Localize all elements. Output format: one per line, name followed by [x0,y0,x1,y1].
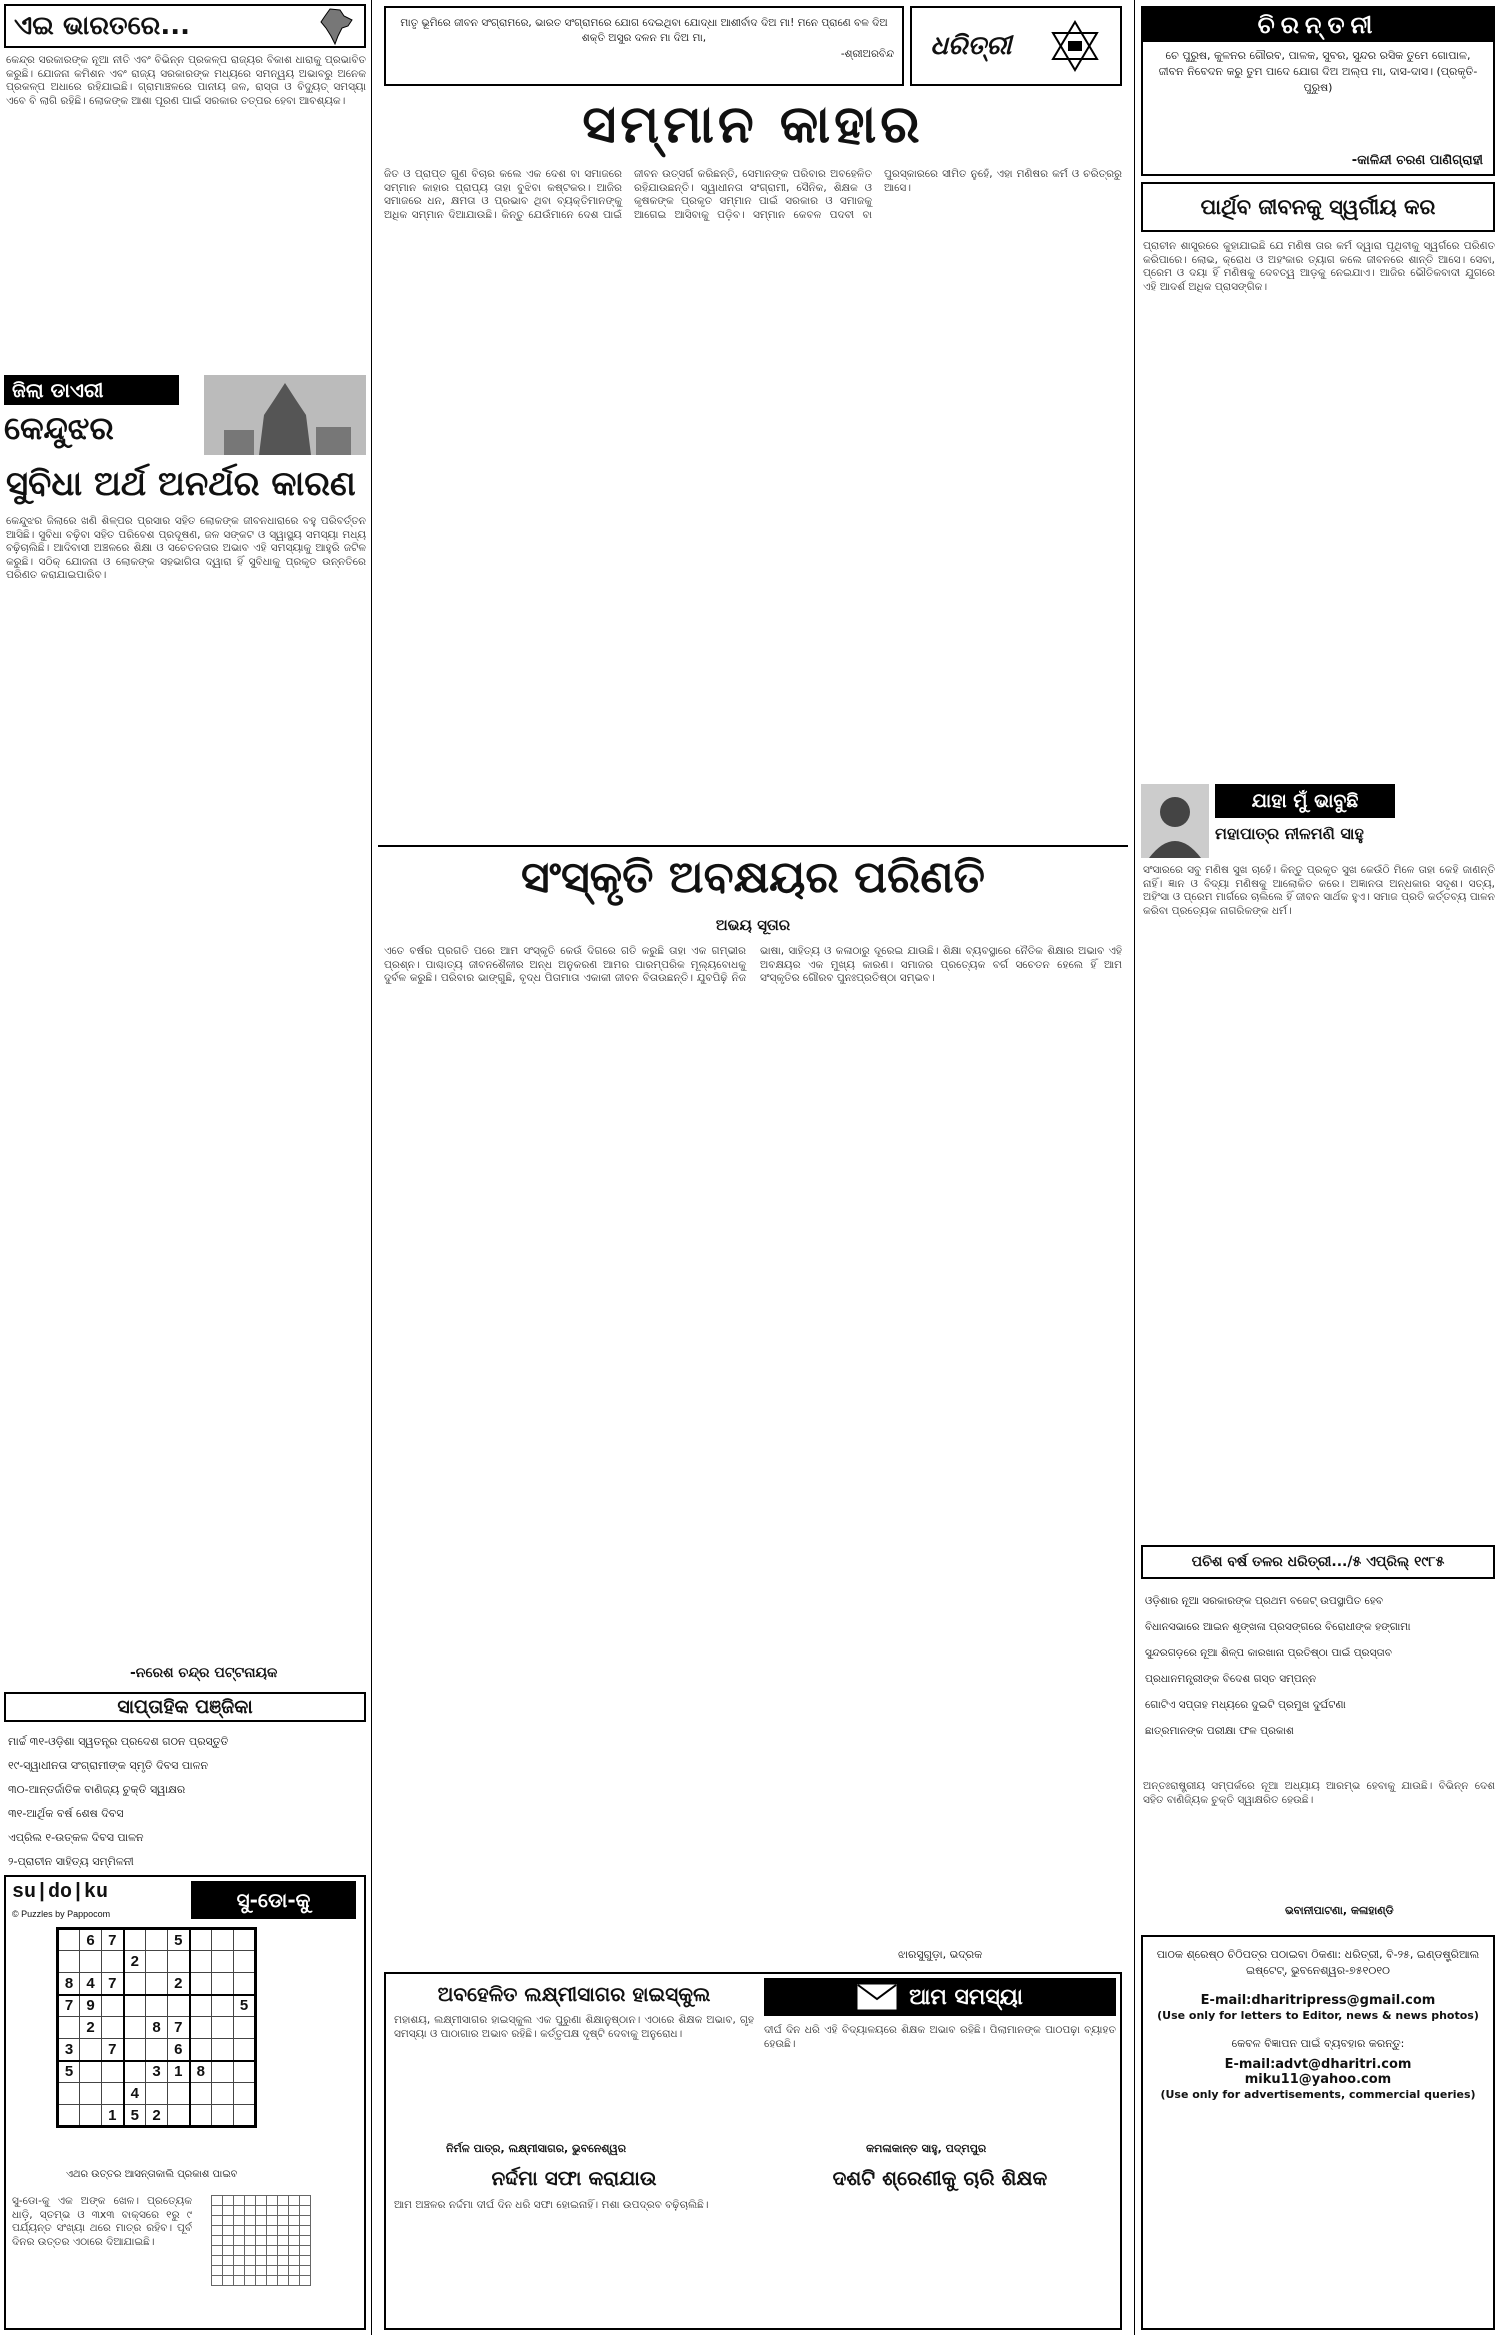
answer-row [212,2246,311,2256]
sudoku-cell: 6 [80,1929,102,1951]
answer-cell [289,2256,300,2266]
answer-cell [300,2256,311,2266]
sudoku-credit: © Puzzles by Pappocom [12,1909,111,1919]
answer-cell [223,2266,234,2276]
answer-cell [289,2206,300,2216]
letters-section [384,1972,1122,2330]
answer-cell [267,2276,278,2286]
answer-cell [256,2246,267,2256]
answer-cell [300,2226,311,2236]
sudoku-row [58,1973,256,1995]
answer-cell [267,2226,278,2236]
sudoku-cell: 4 [80,1973,102,1995]
sudoku-cell: 2 [124,1951,146,1973]
sudoku-cell [234,2039,256,2061]
sudoku-cell [102,2083,124,2105]
sudoku-cell [212,1929,234,1951]
answer-cell [267,2266,278,2276]
right-extra-signature: ଭବାନୀପାଟଣା, କଳାହାଣ୍ଡି [1285,1904,1394,1917]
answer-cell [300,2196,311,2206]
sudoku-cell [80,2039,102,2061]
sudoku-cell [190,2039,212,2061]
sudoku-row [58,2105,256,2127]
sudoku-cell [58,1929,80,1951]
sudoku-cell [146,1973,168,1995]
temple-photo [204,375,366,455]
article-title: ସୁବିଧା ଅର୍ଥ ଅନର୍ଥର କାରଣ [6,464,356,504]
answer-cell [245,2216,256,2226]
contact-note-editor: (Use only for letters to Editor, news & news photos) [1157,2009,1479,2022]
answer-cell [234,2206,245,2216]
column-body: ସଂସାରରେ ସବୁ ମଣିଷ ସୁଖ ଚାହେଁ। କିନ୍ତୁ ପ୍ରକୃତ ସୁଖ କେଉଁଠି ମିଳେ ତାହା କେହି ଜାଣନ୍ତି ନାହିଁ। ଜ୍ଞାନ ଓ ବିଦ୍ୟା ମଣିଷକୁ ଆଲୋକିତ କରେ। ଅଜ୍ଞାନତା ଅନ୍ଧକାର ସଦୃଶ। ସତ୍ୟ, ଅହିଂସା ଓ ପ୍ରେମ ମାର୍ଗରେ ଚାଲିଲେ ହିଁ ଜୀବନ ସାର୍ଥକ ହୁଏ। ସମାଜ ପ୍ରତି କର୍ତ୍ତବ୍ୟ ପାଳନ କରିବା ପ୍ରତ୍ୟେକ ନାଗରିକଙ୍କ ଧର୍ମ। [1143,864,1495,917]
answer-cell [223,2196,234,2206]
answer-cell [278,2276,289,2286]
column-author: ମହାପାତ୍ର ନୀଳମଣି ସାହୁ [1215,824,1364,843]
answer-cell [300,2266,311,2276]
answer-cell [223,2256,234,2266]
column-header [1141,784,1495,858]
sudoku-cell [146,1995,168,2017]
sudoku-cell [234,1951,256,1973]
culture-body: ଏତେ ବର୍ଷର ପ୍ରଗତି ପରେ ଆମ ସଂସ୍କୃତି କେଉଁ ଦିଗରେ ଗତି କରୁଛି ତାହା ଏକ ଗମ୍ଭୀର ପ୍ରଶ୍ନ। ପାଶ୍ଚାତ୍ୟ ଜୀବନଶୈଳୀର ଅନ୍ଧ ଅନୁକରଣ ଆମର ପାରମ୍ପରିକ ମୂଲ୍ୟବୋଧକୁ ଦୁର୍ବଳ କରୁଛି। ପରିବାର ଭାଙ୍ଗୁଛି, ବୃଦ୍ଧ ପିତାମାତା ଏକାକୀ ଜୀବନ ବିତାଉଛନ୍ତି। ଯୁବପିଢ଼ି ନିଜ ଭାଷା, ସାହିତ୍ୟ ଓ କଳାଠାରୁ ଦୂରେଇ ଯାଉଛି। ଶିକ୍ଷା ବ୍ୟବସ୍ଥାରେ ନୈତିକ ଶିକ୍ଷାର ଅଭାବ ଏହି ଅବକ୍ଷୟର ଏକ ମୁଖ୍ୟ କାରଣ। ସମାଜର ପ୍ରତ୍ୟେକ ବର୍ଗ ସଚେତନ ହେଲେ ହିଁ ଆମ ସଂସ୍କୃତିର ଗୌରବ ପୁନଃପ୍ରତିଷ୍ଠା ସମ୍ଭବ। [384,945,1122,984]
quote-box [384,6,904,86]
contact-intro: ପାଠକ ଶ୍ରେଷ୍ଠ ଚିଠିପତ୍ର ପଠାଇବା ଠିକଣା: ଧରିତ୍ରୀ, ବି-୨୫, ଇଣ୍ଡଷ୍ଟ୍ରିଆଲ ଇଷ୍ଟେଟ୍, ଭୁବନେଶ୍ୱର-୭୫୧୦୧୦ [1156,1948,1480,1977]
almanac-item: ୨-ପ୍ରାଚୀନ ସାହିତ୍ୟ ସମ୍ମିଳନୀ [8,1855,134,1868]
answer-cell [212,2216,223,2226]
answer-cell [267,2216,278,2226]
answer-cell [212,2266,223,2276]
answer-cell [256,2216,267,2226]
india-map-icon [316,6,356,46]
answer-cell [245,2206,256,2216]
culture-author: ଅଭୟ ସୂତାର [715,916,791,934]
answer-cell [212,2206,223,2216]
sudoku-cell [190,2017,212,2039]
sudoku-row [58,2083,256,2105]
author-photo [1141,784,1209,858]
answer-cell [289,2246,300,2256]
divider [378,845,1128,847]
history-item: ଓଡ଼ିଶାର ନୂଆ ସରକାରଙ୍କ ପ୍ରଥମ ବଜେଟ୍ ଉପସ୍ଥାପିତ ହେବ [1145,1595,1384,1607]
sudoku-cell [234,2061,256,2083]
answer-cell [223,2246,234,2256]
answer-cell [245,2236,256,2246]
answer-row [212,2256,311,2266]
sudoku-cell: 5 [58,2061,80,2083]
right-column [1134,0,1500,2335]
sudoku-cell [58,2105,80,2127]
answer-cell [267,2196,278,2206]
answer-cell [267,2236,278,2246]
chirantani-title: ଚିରନ୍ତନୀ [1143,8,1493,42]
sudoku-cell: 7 [102,1973,124,1995]
almanac-header [4,1692,366,1722]
sudoku-cell [124,2039,146,2061]
answer-row [212,2226,311,2236]
logo-text: ଧରିତ୍ରୀ [930,30,1012,61]
sudoku-cell: 7 [168,2017,190,2039]
star-emblem-icon [1048,19,1102,73]
history-item: ବିଧାନସଭାରେ ଆଇନ ଶୃଙ୍ଖଳା ପ୍ରସଙ୍ଗରେ ବିରୋଧୀଙ୍କ ହଙ୍ଗାମା [1145,1621,1411,1633]
sudoku-cell: 1 [168,2061,190,2083]
sudoku-cell [124,1973,146,1995]
answer-cell [289,2266,300,2276]
sudoku-row [58,1929,256,1951]
contact-email-advt[interactable]: E-mail:advt@dharitri.com [1224,2057,1412,2072]
contact-email-yahoo[interactable]: miku11@yahoo.com [1244,2072,1392,2087]
sudoku-cell [212,1973,234,1995]
answer-cell [223,2216,234,2226]
answer-cell [245,2226,256,2236]
parthiba-box [1141,182,1495,232]
parthiba-body: ପ୍ରାଚୀନ ଶାସ୍ତ୍ରରେ କୁହାଯାଇଛି ଯେ ମଣିଷ ତାର କର୍ମ ଦ୍ୱାରା ପୃଥିବୀକୁ ସ୍ୱର୍ଗରେ ପରିଣତ କରିପାରେ। ଲୋଭ, କ୍ରୋଧ ଓ ଅହଂକାର ତ୍ୟାଗ କଲେ ଜୀବନରେ ଶାନ୍ତି ଆସେ। ସେବା, ପ୍ରେମ ଓ ଦୟା ହିଁ ମଣିଷକୁ ଦେବତ୍ୱ ଆଡ଼କୁ ନେଇଯାଏ। ଆଜିର ଭୌତିକବାଦୀ ଯୁଗରେ ଏହି ଆଦର୍ଶ ଅଧିକ ପ୍ରାସଙ୍ଗିକ। [1143,240,1495,293]
sudoku-cell: 1 [102,2105,124,2127]
answer-cell [234,2216,245,2226]
answer-cell [267,2206,278,2216]
history-item: ପ୍ରଧାନମନ୍ତ୍ରୀଙ୍କ ବିଦେଶ ଗସ୍ତ ସମ୍ପନ୍ନ [1145,1673,1317,1685]
history-title: ପଚିଶ ବର୍ଷ ତଳର ଧରିତ୍ରୀ.../୫ ଏପ୍ରିଲ୍ ୧୯୮୫ [1191,1554,1445,1570]
sudoku-cell: 5 [168,1929,190,1951]
district-label: ଜିଲା ଡାଏରୀ [4,375,179,405]
sudoku-cell: 7 [58,1995,80,2017]
banner [4,4,366,48]
sudoku-cell [80,2105,102,2127]
answer-cell [212,2276,223,2286]
parthiba-title: ପାର୍ଥିବ ଜୀବନକୁ ସ୍ୱର୍ଗୀୟ କର [1200,194,1436,219]
sudoku-cell [212,2061,234,2083]
masthead-logo [910,6,1122,86]
letter1-title: ଅବହେଳିତ ଲକ୍ଷ୍ମୀସାଗର ହାଇସ୍କୁଲ [437,1982,711,2006]
answer-cell [234,2256,245,2266]
sudoku-cell [168,2105,190,2127]
quote-text: ମାତୃ ଭୂମିରେ ଜୀବନ ସଂଗ୍ରାମରେ, ଭାରତ ସଂଗ୍ରାମରେ ଯୋଗ ଦେଇଥିବା ଯୋଦ୍ଧା ଆଶୀର୍ବାଦ ଦିଅ ମା! ମନେ ପ୍ରାଣେ ବଳ ଦିଅ ଶକ୍ତି ଅସୁର ଦଳନ ମା ଦିଅ ମା, [400,17,888,44]
sudoku-cell: 8 [190,2061,212,2083]
sudoku-cell: 8 [146,2017,168,2039]
quote-author: -ଶ୍ରୀଅରବିନ୍ଦ [840,48,894,60]
sudoku-cell [212,1995,234,2017]
answer-cell [256,2196,267,2206]
answer-cell [300,2216,311,2226]
answer-cell [289,2276,300,2286]
sudoku-cell: 2 [146,2105,168,2127]
banner-title: ଏଇ ଭାରତରେ... [14,10,190,41]
sudoku-cell [124,2061,146,2083]
sudoku-cell: 5 [234,1995,256,2017]
article-body: କେନ୍ଦୁଝର ଜିଲାରେ ଖଣି ଶିଳ୍ପର ପ୍ରସାର ସହିତ ଲୋକଙ୍କ ଜୀବନଧାରାରେ ବହୁ ପରିବର୍ତ୍ତନ ଆସିଛି। ସୁବିଧା ବଢ଼ିବା ସହିତ ପରିବେଶ ପ୍ରଦୂଷଣ, ଜଳ ସଙ୍କଟ ଓ ସ୍ୱାସ୍ଥ୍ୟ ସମସ୍ୟା ମଧ୍ୟ ବଢ଼ିଚାଲିଛି। ଆଦିବାସୀ ଅଞ୍ଚଳରେ ଶିକ୍ଷା ଓ ସଚେତନତାର ଅଭାବ ଏହି ସମସ୍ୟାକୁ ଆହୁରି ଜଟିଳ କରୁଛି। ସଠିକ୍ ଯୋଜନା ଓ ଲୋକଙ୍କ ସହଭାଗିତା ଦ୍ୱାରା ହିଁ ସୁବିଧାକୁ ପ୍ରକୃତ ଉନ୍ନତିରେ ପରିଣତ କରାଯାଇପାରିବ। [6,515,366,581]
letter3-body: ଦୀର୍ଘ ଦିନ ଧରି ଏହି ବିଦ୍ୟାଳୟରେ ଶିକ୍ଷକ ଅଭାବ ରହିଛି। ପିଲାମାନଙ୍କ ପାଠପଢ଼ା ବ୍ୟାହତ ହେଉଛି। [764,2024,1116,2050]
almanac-item: ୩୦-ଆନ୍ତର୍ଜାତିକ ବାଣିଜ୍ୟ ଚୁକ୍ତି ସ୍ୱାକ୍ଷର [8,1783,186,1796]
sudoku-rules: ସୁ-ଡୋ-କୁ ଏକ ଅଙ୍କ ଖେଳ। ପ୍ରତ୍ୟେକ ଧାଡ଼ି, ସ୍ତମ୍ଭ ଓ ୩x୩ ବାକ୍ସରେ ୧ରୁ ୯ ପର୍ଯ୍ୟନ୍ତ ସଂଖ୍ୟା ଥରେ ମାତ୍ର ରହିବ। ପୂର୍ବ ଦିନର ଉତ୍ତର ଏଠାରେ ଦିଆଯାଇଛି। [12,2195,192,2248]
answer-cell [223,2226,234,2236]
letter1-signature: ନିର୍ମଳ ପାତ୍ର, ଲକ୍ଷ୍ମୀସାଗର, ଭୁବନେଶ୍ୱର [446,2142,627,2155]
sudoku-cell [234,2083,256,2105]
sudoku-cell: 4 [124,2083,146,2105]
sudoku-cell: 7 [102,1929,124,1951]
answer-cell [289,2196,300,2206]
answer-cell [245,2266,256,2276]
answer-row [212,2266,311,2276]
answer-cell [245,2276,256,2286]
almanac-item: ମାର୍ଚ୍ଚ ୩୧-ଓଡ଼ିଶା ସ୍ୱତନ୍ତ୍ର ପ୍ରଦେଶ ଗଠନ ପ୍ରସ୍ତୁତି [8,1735,229,1748]
answer-cell [278,2196,289,2206]
answer-cell [245,2246,256,2256]
history-header [1141,1545,1495,1579]
contact-email-editor[interactable]: E-mail:dharitripress@gmail.com [1200,1993,1436,2008]
letters-header [764,1978,1116,2016]
answer-row [212,2216,311,2226]
letter2-title: ନର୍ଦ୍ଦମା ସଫା କରାଯାଉ [491,2166,657,2190]
answer-cell [223,2236,234,2246]
sudoku-cell [234,2105,256,2127]
sudoku-cell [124,1995,146,2017]
column-title: ଯାହା ମୁଁ ଭାବୁଛି [1215,784,1395,818]
sudoku-cell [168,1951,190,1973]
answer-cell [289,2216,300,2226]
sudoku-cell: 6 [168,2039,190,2061]
answer-cell [278,2246,289,2256]
answer-cell [212,2236,223,2246]
answer-cell [256,2256,267,2266]
sudoku-cell [80,2061,102,2083]
right-extra-body: ଅନ୍ତଃରାଷ୍ଟ୍ରୀୟ ସମ୍ପର୍କରେ ନୂଆ ଅଧ୍ୟାୟ ଆରମ୍ଭ ହେବାକୁ ଯାଉଛି। ବିଭିନ୍ନ ଦେଶ ସହିତ ବାଣିଜ୍ୟିକ ଚୁକ୍ତି ସ୍ୱାକ୍ଷରିତ ହେଉଛି। [1143,1780,1495,1806]
contact-box [1141,1935,1495,2330]
answer-cell [256,2276,267,2286]
sudoku-cell [168,2083,190,2105]
envelope-icon [857,1984,897,2010]
answer-cell [234,2226,245,2236]
sudoku-brand: su|do|ku [12,1881,109,1904]
sudoku-cell [212,2039,234,2061]
sudoku-cell [212,2083,234,2105]
sudoku-cell [58,2017,80,2039]
chirantani-author: -କାଳିନ୍ଦୀ ଚରଣ ପାଣିଗ୍ରାହୀ [1351,153,1483,168]
sudoku-cell [102,1951,124,1973]
answer-cell [212,2256,223,2266]
answer-row [212,2276,311,2286]
answer-cell [245,2196,256,2206]
letter4-title: ଦଶଟି ଶ୍ରେଣୀକୁ ଚାରି ଶିକ୍ଷକ [832,2166,1048,2190]
sudoku-row [58,2039,256,2061]
sudoku-cell: 3 [146,2061,168,2083]
history-item: ଛାତ୍ରମାନଙ୍କ ପରୀକ୍ଷା ଫଳ ପ୍ରକାଶ [1145,1725,1294,1737]
answer-cell [234,2236,245,2246]
almanac-list [8,1730,368,1874]
sudoku-cell [124,1929,146,1951]
answer-cell [234,2246,245,2256]
answer-cell [256,2266,267,2276]
almanac-item: ୩୧-ଆର୍ଥିକ ବର୍ଷ ଶେଷ ଦିବସ [8,1807,124,1820]
answer-cell [278,2266,289,2276]
sudoku-cell [190,2083,212,2105]
answer-cell [256,2226,267,2236]
sudoku-cell [58,1951,80,1973]
sudoku-cell [146,1929,168,1951]
sudoku-answer-grid [211,2195,311,2286]
sudoku-cell [234,1929,256,1951]
sudoku-section [4,1875,366,2330]
almanac-title: ସାପ୍ତାହିକ ପଞ୍ଜିକା [117,1696,253,1718]
answer-cell [278,2226,289,2236]
answer-cell [267,2256,278,2266]
answer-row [212,2236,311,2246]
letter3-signature: କମଳାକାନ୍ତ ସାହୁ, ପଦ୍ମପୁର [866,2142,987,2155]
answer-cell [278,2236,289,2246]
sudoku-cell [146,2083,168,2105]
history-item: ସୁନ୍ଦରଗଡ଼ରେ ନୂଆ ଶିଳ୍ପ କାରଖାନା ପ୍ରତିଷ୍ଠା ପାଇଁ ପ୍ରସ୍ତାବ [1145,1647,1392,1659]
answer-cell [278,2216,289,2226]
sudoku-cell: 2 [168,1973,190,1995]
history-item: ଗୋଟିଏ ସପ୍ତାହ ମଧ୍ୟରେ ଦୁଇଟି ପ୍ରମୁଖ ଦୁର୍ଘଟଣା [1145,1699,1346,1711]
sudoku-cell [190,1995,212,2017]
answer-cell [212,2246,223,2256]
sudoku-cell [146,1951,168,1973]
contact-intro-advt: କେବଳ ବିଜ୍ଞାପନ ପାଇଁ ବ୍ୟବହାର କରନ୍ତୁ: [1231,2037,1405,2050]
sudoku-row [58,1995,256,2017]
sudoku-cell [80,2083,102,2105]
left-column [0,0,372,2335]
answer-cell [245,2256,256,2266]
letter1-body: ମହାଶୟ, ଲକ୍ଷ୍ମୀସାଗର ହାଇସ୍କୁଲ ଏକ ପୁରୁଣା ଶିକ୍ଷାନୁଷ୍ଠାନ। ଏଠାରେ ଶିକ୍ଷକ ଅଭାବ, ଗୃହ ସମସ୍ୟା ଓ ପାଠାଗାର ଅଭାବ ରହିଛି। କର୍ତ୍ତୃପକ୍ଷ ଦୃଷ୍ଟି ଦେବାକୁ ଅନୁରୋଧ। [394,2014,754,2040]
answer-cell [289,2236,300,2246]
answer-cell [234,2276,245,2286]
almanac-item: ୧୯-ସ୍ୱାଧୀନତା ସଂଗ୍ରାମୀଙ୍କ ସ୍ମୃତି ଦିବସ ପାଳନ [8,1759,209,1772]
sudoku-cell: 7 [102,2039,124,2061]
contact-note-advt: (Use only for advertisements, commercial queries) [1160,2088,1476,2101]
sudoku-cell [212,2105,234,2127]
answer-cell [223,2206,234,2216]
answer-cell [300,2206,311,2216]
article-author: -ନରେଶ ଚନ୍ଦ୍ର ପଟ୍ଟନାୟକ [130,1665,278,1681]
sudoku-cell [212,2017,234,2039]
sudoku-cell [168,1995,190,2017]
answer-cell [223,2276,234,2286]
district-diary [4,375,366,455]
answer-cell [278,2256,289,2266]
answer-cell [267,2246,278,2256]
answer-cell [212,2226,223,2236]
answer-row [212,2206,311,2216]
sudoku-cell [102,2017,124,2039]
sudoku-cell [190,2105,212,2127]
main-title: ସମ୍ମାନ କାହାର [582,95,924,155]
sudoku-cell [146,2039,168,2061]
letter2-body: ଆମ ଅଞ୍ଚଳର ନର୍ଦ୍ଦମା ଦୀର୍ଘ ଦିନ ଧରି ସଫା ହୋଇନାହିଁ। ମଶା ଉପଦ୍ରବ ବଢ଼ିଚାଲିଛି। [394,2199,709,2211]
sudoku-row [58,1951,256,1973]
sudoku-row [58,2017,256,2039]
answer-cell [212,2196,223,2206]
main-body: ଜିତ ଓ ପ୍ରାପ୍ତ ଗୁଣ ବିଚାର କଲେ ଏକ ଦେଶ ବା ସମାଜରେ ସମ୍ମାନ କାହାର ପ୍ରାପ୍ୟ ତାହା ବୁଝିବା କଷ୍ଟକର। ଆଜିର ସମାଜରେ ଧନ, କ୍ଷମତା ଓ ପ୍ରଭାବ ଥିବା ବ୍ୟକ୍ତିମାନଙ୍କୁ ଅଧିକ ସମ୍ମାନ ଦିଆଯାଉଛି। କିନ୍ତୁ ଯେଉଁମାନେ ଦେଶ ପାଇଁ ଜୀବନ ଉତ୍ସର୍ଗ କରିଛନ୍ତି, ସେମାନଙ୍କ ପରିବାର ଅବହେଳିତ ରହିଯାଉଛନ୍ତି। ସ୍ୱାଧୀନତା ସଂଗ୍ରାମୀ, ସୈନିକ, ଶିକ୍ଷକ ଓ କୃଷକଙ୍କ ପ୍ରକୃତ ସମ୍ମାନ ପାଇଁ ସରକାର ଓ ସମାଜକୁ ଆଗେଇ ଆସିବାକୁ ପଡ଼ିବ। ସମ୍ମାନ କେବଳ ପଦବୀ ବା ପୁରସ୍କାରରେ ସୀମିତ ନୁହେଁ, ଏହା ମଣିଷର କର୍ମ ଓ ଚରିତ୍ରରୁ ଆସେ। [384,168,1122,221]
answer-cell [300,2236,311,2246]
sudoku-cell [190,1929,212,1951]
sudoku-cell [234,2017,256,2039]
chirantani-box [1141,6,1495,176]
almanac-item: ଏପ୍ରିଲ ୧-ଉତ୍କଳ ଦିବସ ପାଳନ [8,1831,144,1844]
answer-cell [300,2246,311,2256]
culture-title: ସଂସ୍କୃତି ଅବକ୍ଷୟର ପରିଣତି [520,852,986,903]
answer-cell [234,2266,245,2276]
sudoku-cell [80,1951,102,1973]
answer-cell [234,2196,245,2206]
sudoku-cell [124,2017,146,2039]
chirantani-poem: ଚେ ପୁରୁଷ, କୁଳନର ଗୌରବ, ପାଳକ, ସୁବର, ସୁନ୍ଦର ରସିକ ତୁମେ ଗୋପାଳ, ଜୀବନ ନିବେଦନ କରୁ ତୁମ ପାଦେ ଯୋଗ ଦିଅ ଅଲ୍ପ ମା, ଦାସ-ଦାସ। (ପ୍ରକୃତି-ପୁରୁଷ) [1158,49,1478,94]
history-list [1145,1588,1495,1744]
sudoku-cell: 9 [80,1995,102,2017]
sudoku-title: ସୁ-ଡୋ-କୁ [191,1881,356,1919]
sudoku-cell: 5 [124,2105,146,2127]
letters-header-title: ଆମ ସମସ୍ୟା [909,1984,1023,2010]
sudoku-cell [212,1951,234,1973]
sudoku-cell [190,1973,212,1995]
sudoku-cell [190,1951,212,1973]
sudoku-cell: 8 [58,1973,80,1995]
answer-row [212,2196,311,2206]
district-name: କେନ୍ଦୁଝର [4,409,114,447]
answer-cell [289,2226,300,2236]
middle-column [378,0,1128,2335]
sudoku-cell [102,2061,124,2083]
answer-cell [256,2206,267,2216]
lead-article: କେନ୍ଦ୍ର ସରକାରଙ୍କ ନୂଆ ନୀତି ଏବଂ ବିଭିନ୍ନ ପ୍ରକଳ୍ପ ରାଜ୍ୟର ବିକାଶ ଧାରାକୁ ପ୍ରଭାବିତ କରୁଛି। ଯୋଜନା କମିଶନ ଏବଂ ରାଜ୍ୟ ସରକାରଙ୍କ ମଧ୍ୟରେ ସମନ୍ୱୟ ଅଭାବରୁ ଅନେକ ପ୍ରକଳ୍ପ ଅଧାରେ ରହିଯାଇଛି। ଗ୍ରାମାଞ୍ଚଳରେ ପାନୀୟ ଜଳ, ରାସ୍ତା ଓ ବିଦ୍ୟୁତ୍ ସମସ୍ୟା ଏବେ ବି ଲାଗି ରହିଛି। ଲୋକଙ୍କ ଆଶା ପୂରଣ ପାଇଁ ସରକାର ତତ୍ପର ହେବା ଆବଶ୍ୟକ। [6,54,366,107]
answer-cell [256,2236,267,2246]
answer-cell [300,2276,311,2286]
sudoku-cell: 3 [58,2039,80,2061]
sudoku-cell [102,1995,124,2017]
sudoku-cell: 2 [80,2017,102,2039]
sudoku-cell [58,2083,80,2105]
sudoku-row [58,2061,256,2083]
culture-place: ଝାରସୁଗୁଡ଼ା, ଭଦ୍ରକ [898,1948,983,1961]
sudoku-caption: ଏଥର ଉତ୍ତର ଆସନ୍ତାକାଲି ପ୍ରକାଶ ପାଇବ [66,2169,238,2180]
sudoku-grid [56,1927,257,2128]
sudoku-cell [234,1973,256,1995]
answer-cell [278,2206,289,2216]
